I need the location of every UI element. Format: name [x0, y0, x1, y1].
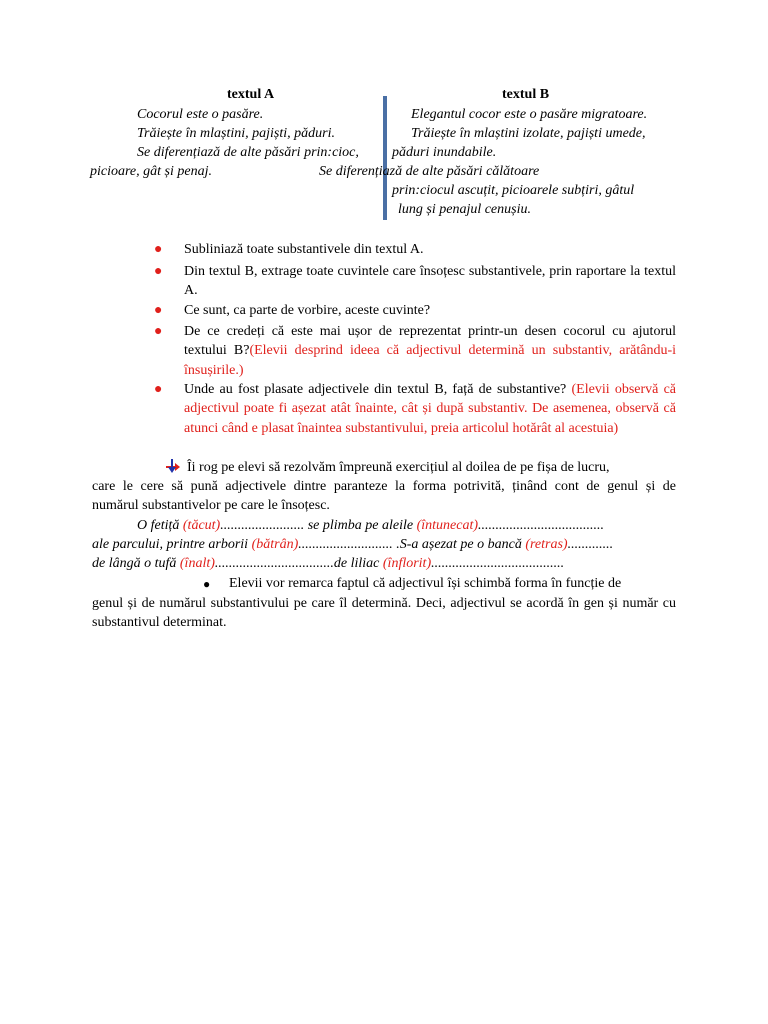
question-1: Subliniază toate substantivele din textul A.: [184, 242, 424, 257]
bullet-icon: ●: [154, 303, 163, 318]
bullet-icon: ●: [154, 324, 163, 339]
text-a-line-3: Se diferențiază de alte păsări prin:cioc,: [137, 145, 359, 160]
text-b-line-4: Se diferențiază de alte păsări călătoare: [319, 164, 540, 179]
text-a-line-4: picioare, gât și penaj.: [90, 164, 212, 179]
adjective-input-6: (înflorit): [382, 556, 432, 571]
instruction-line-3: numărul substantivelor pe care le însoțesc.: [92, 498, 330, 513]
adjective-input-2: (întunecat): [416, 518, 479, 533]
exercise-line-2: ale parcului, printre arborii (bătrân)........................... .S-a așezat pe o bancă (retras).............: [92, 537, 614, 552]
text-b-line-5: prin:ciocul ascuțit, picioarele subțiri, gâtul: [392, 183, 635, 198]
conclusion-line-1: Elevii vor remarca faptul că adjectivul își schimbă forma în funcție de: [229, 576, 622, 591]
text-a-line-1: Cocorul este o pasăre.: [137, 107, 264, 122]
arrow-bullet-icon: [166, 459, 180, 473]
list-item: [154, 262, 676, 301]
bullet-icon: ●: [154, 382, 163, 397]
question-4-answer: (Elevii desprind ideea că adjectivul determină un substantiv, arătându-i însușirile.): [184, 343, 676, 378]
text-b-line-2: Trăiește în mlaștini izolate, pajiști umede,: [411, 126, 646, 141]
text-a-title: textul A: [227, 87, 275, 102]
list-item: [154, 240, 676, 259]
adjective-input-4: (retras): [525, 537, 568, 552]
text-b-line-6: lung și penajul cenușiu.: [398, 202, 531, 217]
question-3: Ce sunt, ca parte de vorbire, aceste cuvinte?: [184, 303, 431, 318]
text-b-line-1: Elegantul cocor este o pasăre migratoare.: [411, 107, 648, 122]
list-item: [154, 380, 677, 438]
conclusion-bullet-icon: ●: [203, 577, 211, 591]
adjective-input-5: (înalt): [179, 556, 215, 571]
instruction-line-1: Îi rog pe elevi să rezolvăm împreună exercițiul al doilea de pe fișa de lucru,: [187, 460, 610, 475]
list-item: [154, 322, 676, 380]
adjective-input-3: (bătrân): [251, 537, 299, 552]
adjective-input-1: (tăcut): [182, 518, 221, 533]
text-b-title: textul B: [502, 87, 550, 102]
text-b-line-3: păduri inundabile.: [392, 145, 497, 160]
question-5-answer: (Elevii observă că adjectivul poate fi așezat atât înainte, cât și după substantiv. De asemenea, observă că atunci când e plasat înaintea substantivului, preia articolul hotărât al acestuia): [184, 382, 677, 436]
list-item: [154, 301, 676, 320]
column-divider: [383, 96, 387, 220]
question-4-text: De ce credeți că este mai ușor de reprezentat printr-un desen cocorul cu ajutorul textului B?: [184, 324, 676, 359]
conclusion-rest: genul și de numărul substantivului pe care îl determină. Deci, adjectivul se acordă în gen și număr cu substantivul determinat.: [92, 596, 676, 631]
bullet-icon: ●: [154, 264, 163, 279]
exercise-line-1: O fetiță (tăcut)........................ se plimba pe aleile (întunecat)....................................: [137, 518, 605, 533]
question-5: [184, 380, 676, 438]
instruction-line-2: care le cere să pună adjectivele dintre paranteze la forma potrivită, ținând cont de genul și de: [92, 479, 676, 494]
question-2: Din textul B, extrage toate cuvintele care însoțesc substantivele, prin raportare la textul A.: [184, 264, 676, 299]
bullet-icon: ●: [154, 242, 163, 257]
text-a-line-2: Trăiește în mlaștini, pajiști, păduri.: [137, 126, 335, 141]
exercise-line-3: de lângă o tufă (înalt)..................................de liliac (înflorit)......................................: [92, 556, 565, 571]
question-4: [184, 322, 676, 380]
question-5-text: Unde au fost plasate adjectivele din textul B, față de substantive?: [184, 382, 567, 397]
